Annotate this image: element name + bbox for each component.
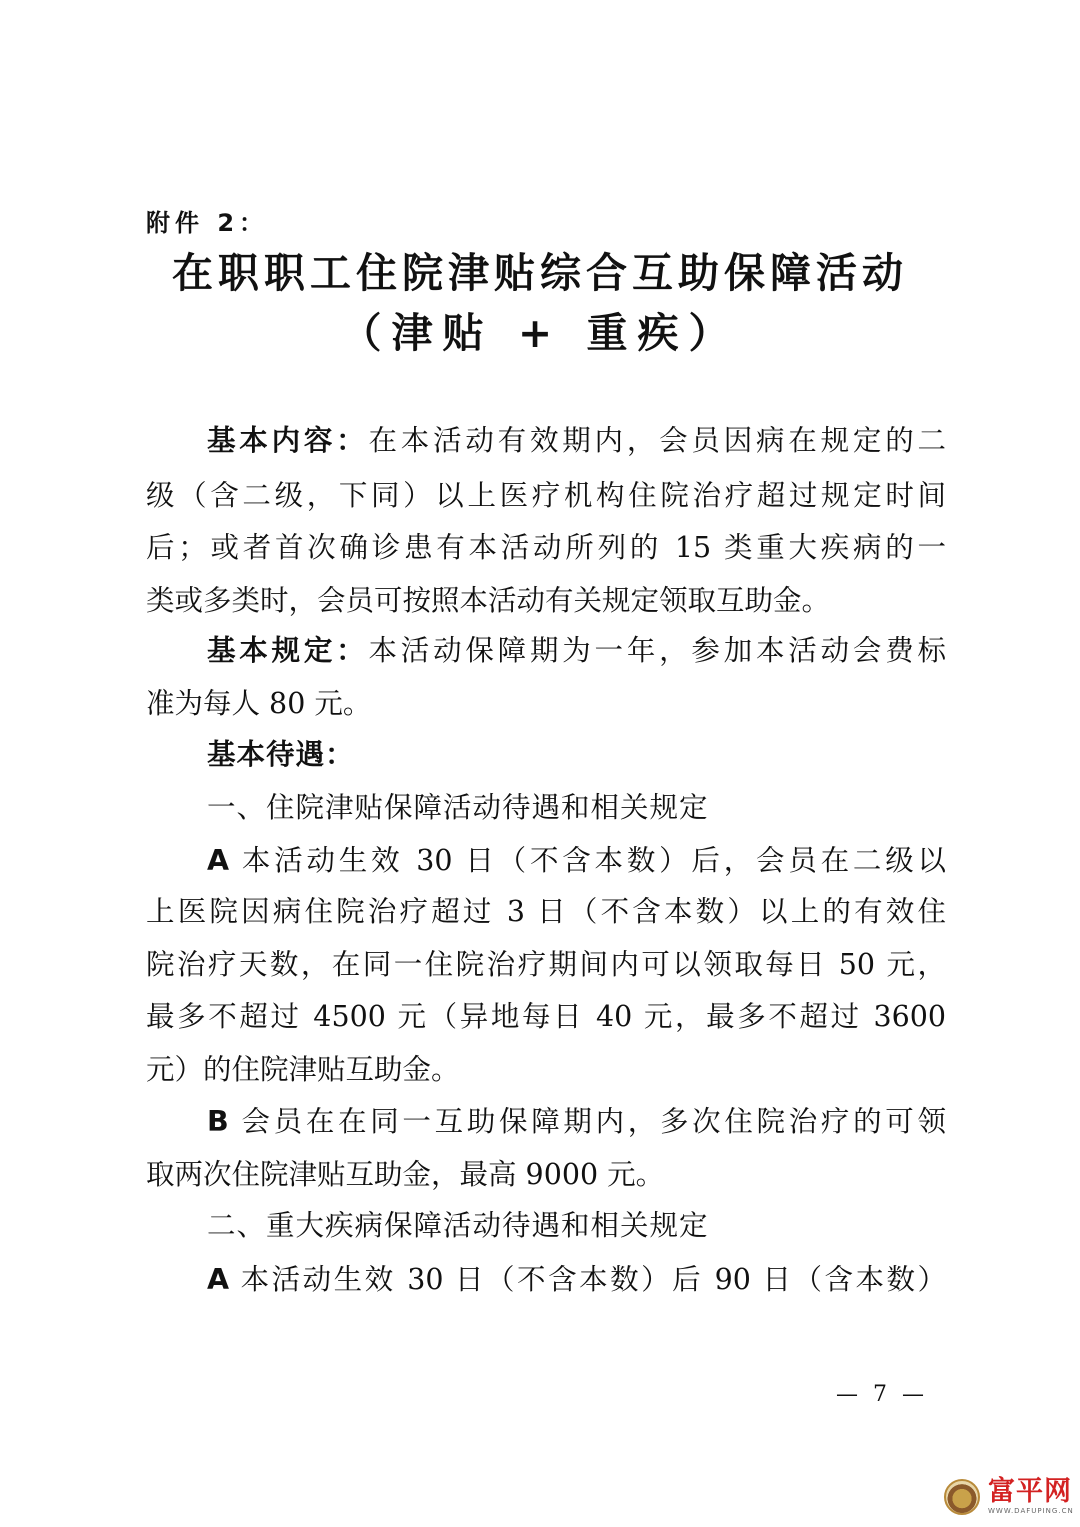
section1-a-line: A 本活动生效 30 日（不含本数）后，会员在二级以 (207, 844, 946, 877)
section1-b-line: B 会员在在同一互助保障期内，多次住院治疗的可领 (207, 1105, 946, 1138)
section1-a-line: 上医院因病住院治疗超过 3 日（不含本数）以上的有效住 (146, 895, 946, 928)
document-subtitle: （津贴 + 重疾） (340, 309, 740, 357)
section1-b-line: 取两次住院津贴互助金，最高 9000 元。 (146, 1158, 665, 1191)
section1-a-line: 元）的住院津贴互助金。 (146, 1053, 460, 1086)
attachment-label: 附件 2： (146, 209, 269, 237)
content-paragraph-line: 类或多类时，会员可按照本活动有关规定领取互助金。 (146, 584, 831, 617)
rules-label: 基本规定： (207, 634, 369, 667)
section1-a-line: 最多不超过 4500 元（异地每日 40 元，最多不超过 3600 (146, 1000, 946, 1033)
content-paragraph-line: 后；或者首次确诊患有本活动所列的 15 类重大疾病的一 (146, 531, 946, 564)
building-logo-icon (944, 1479, 980, 1515)
section1-a-line: 院治疗天数，在同一住院治疗期间内可以领取每日 50 元， (146, 948, 946, 981)
content-label: 基本内容： (207, 424, 369, 457)
page-number: — 7 — (836, 1382, 928, 1407)
site-watermark (944, 1478, 1074, 1515)
rules-paragraph-line: 准为每人 80 元。 (146, 687, 372, 720)
content-paragraph-line: 级（含二级，下同）以上医疗机构住院治疗超过规定时间 (146, 479, 946, 512)
content-paragraph-line: 基本内容：在本活动有效期内，会员因病在规定的二 (207, 424, 946, 457)
section2-a-line: A 本活动生效 30 日（不含本数）后 90 日（含本数） (207, 1263, 946, 1296)
rules-paragraph-line: 基本规定：本活动保障期为一年，参加本活动会费标 (207, 634, 946, 667)
section1-b-label: B (207, 1105, 229, 1138)
watermark-name: 富平网 (988, 1476, 1072, 1507)
section2-a-label: A (207, 1263, 230, 1296)
benefits-label: 基本待遇： (207, 738, 355, 771)
section1-heading: 一、住院津贴保障活动待遇和相关规定 (207, 791, 709, 824)
section2-heading: 二、重大疾病保障活动待遇和相关规定 (207, 1209, 709, 1242)
watermark-url: WWW.DAFUPING.CN (988, 1507, 1074, 1515)
document-title: 在职职工住院津贴综合互助保障活动 (172, 249, 908, 297)
section1-a-label: A (207, 844, 230, 877)
